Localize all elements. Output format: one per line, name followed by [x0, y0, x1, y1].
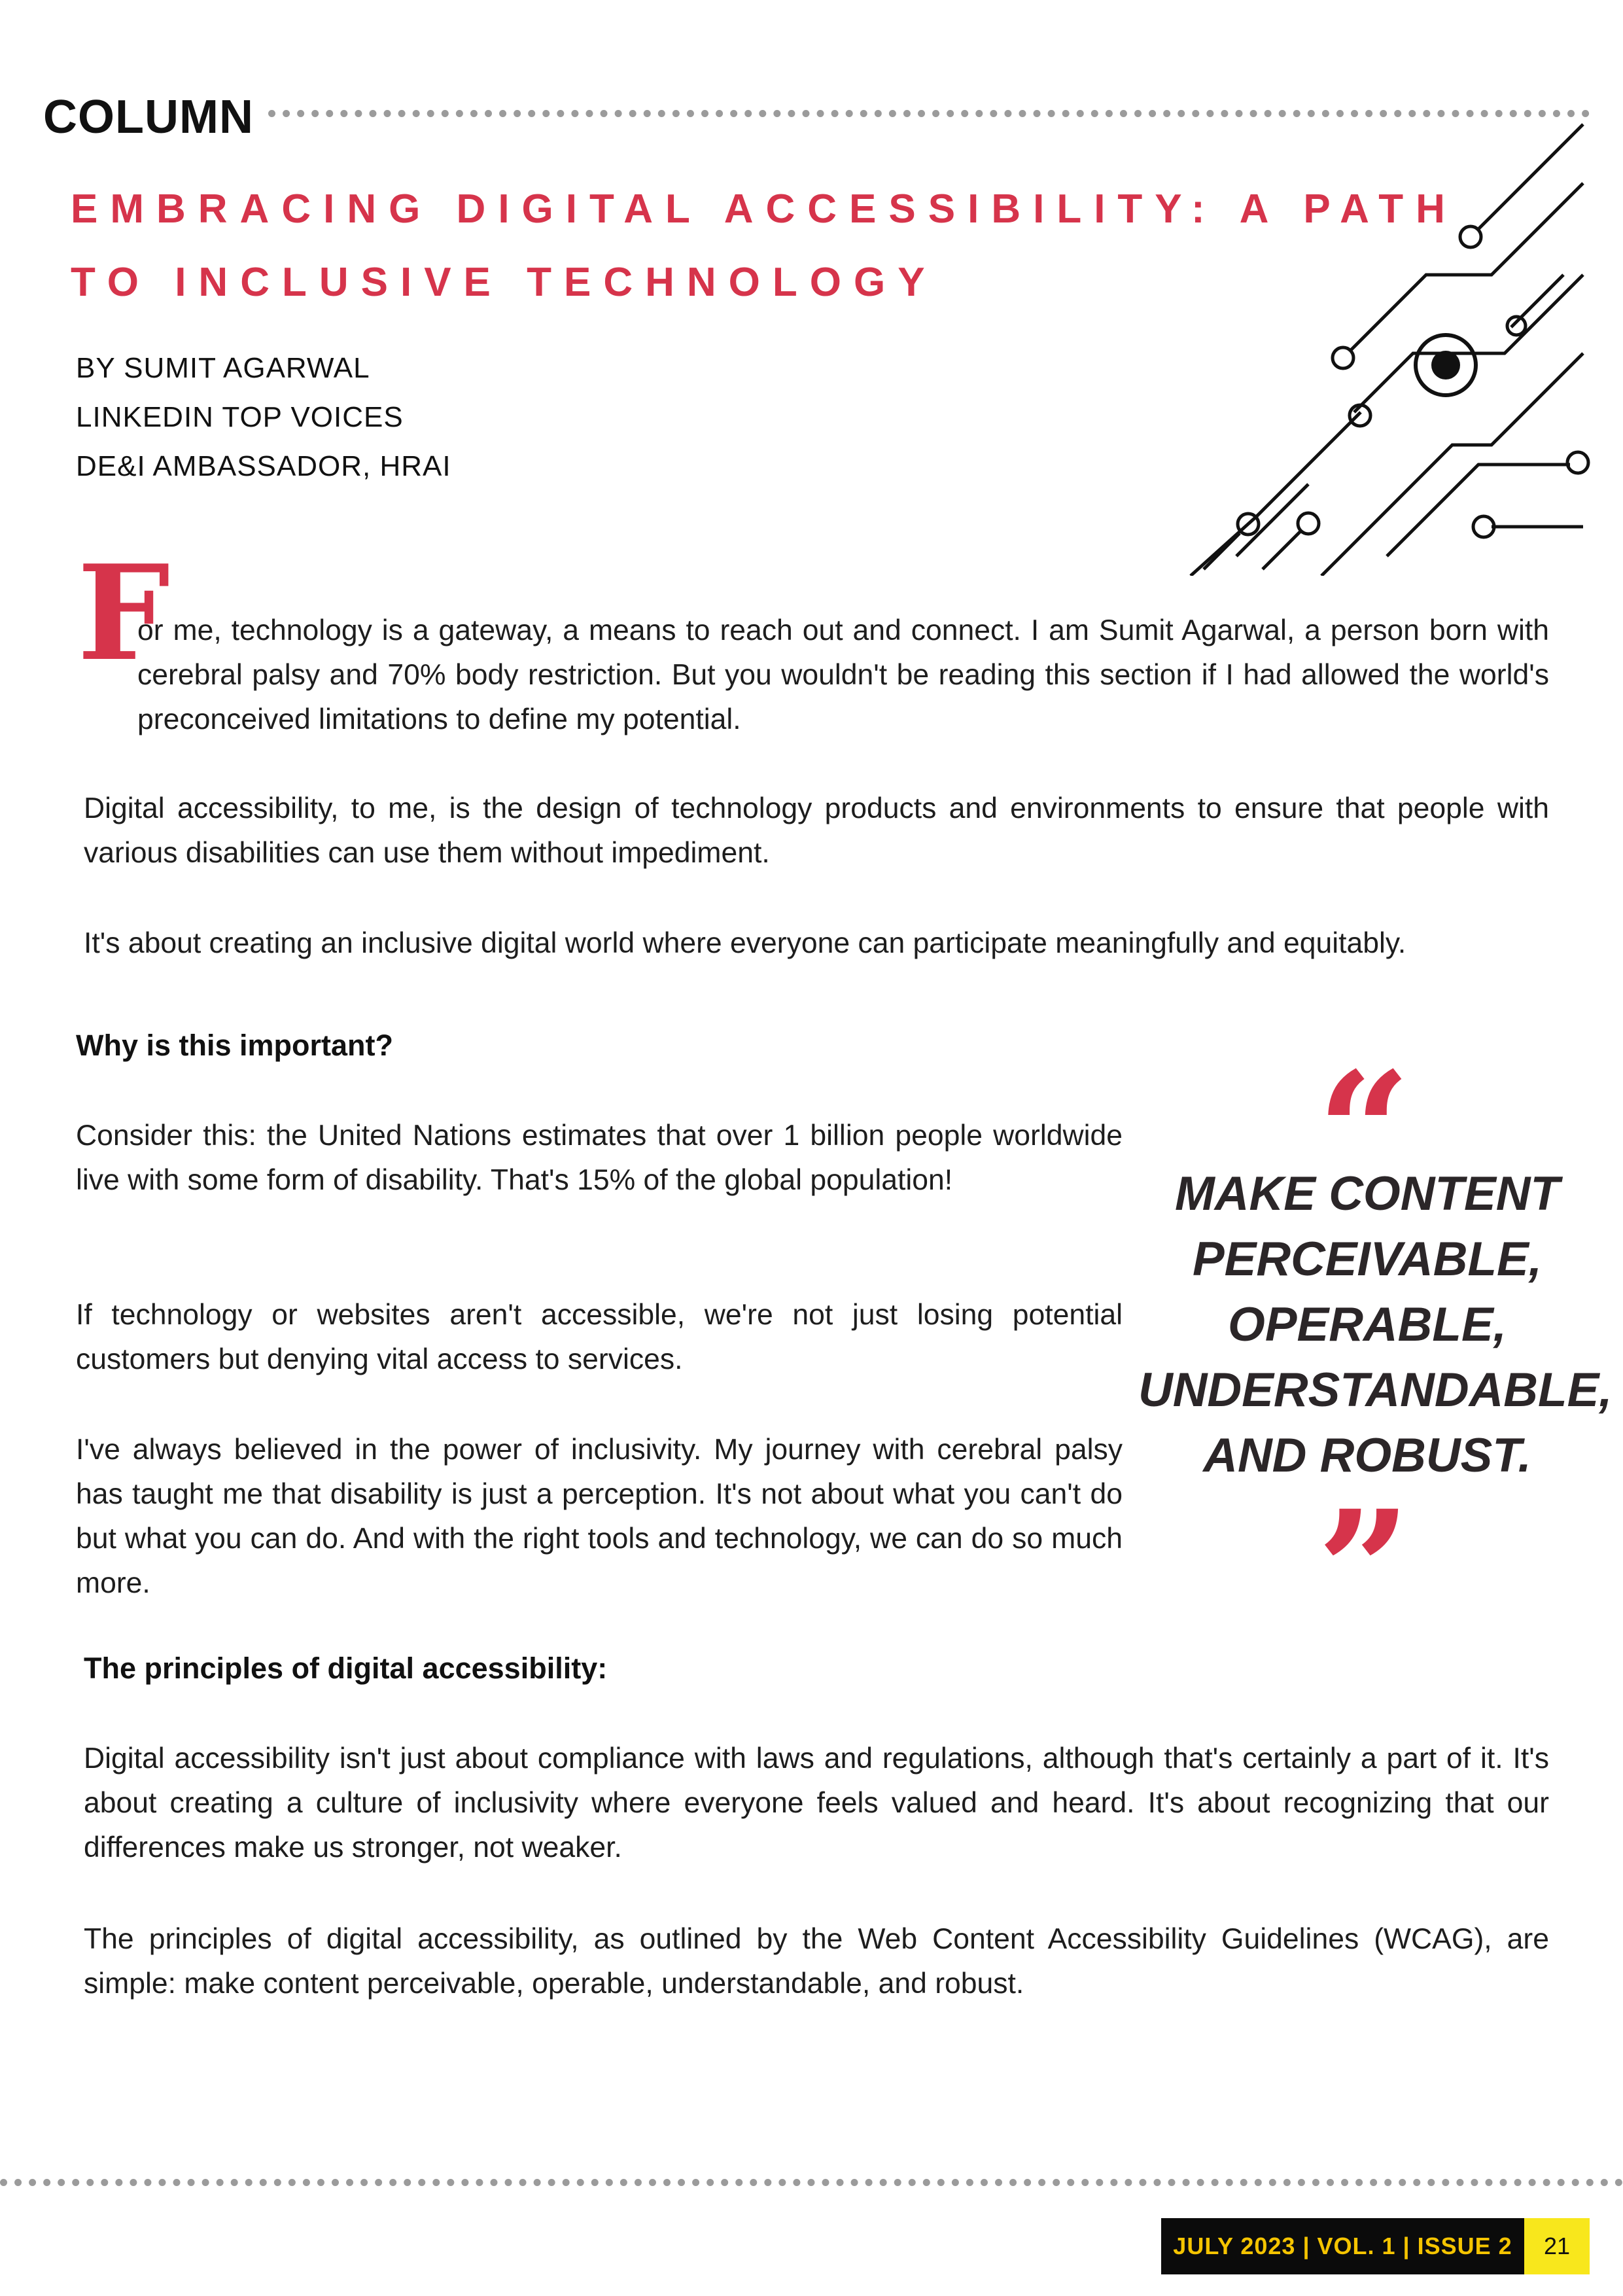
drop-cap: F: [77, 537, 170, 690]
paragraph-losing-customers: If technology or websites aren't accessible, we're not just losing potential customers but denying vital access to services.: [76, 1299, 1123, 1375]
heading-why-important: Why is this important?: [76, 1029, 394, 1062]
intro-paragraph-line-1: [137, 609, 1549, 742]
footer-issue-label: JULY 2023 | VOL. 1 | ISSUE 2: [1161, 2218, 1524, 2274]
circuit-lines-icon: [1112, 118, 1596, 576]
top-dotted-divider: [268, 110, 1590, 117]
byline-role-1: LINKEDIN TOP VOICES: [76, 401, 404, 433]
paragraph-wcag: The principles of digital accessibility, as outlined by the Web Content Accessibility Guidelines (WCAG), are simple: make content perceivable, operable, understandable, and robust.: [84, 1923, 1549, 2000]
paragraph-inclusive-world: It's about creating an inclusive digital world where everyone can participate meaningfully and equitably.: [84, 927, 1406, 959]
heading-principles: The principles of digital accessibility:: [84, 1651, 608, 1685]
close-quote-icon: ”: [1317, 1474, 1411, 1667]
paragraph-un-estimates: Consider this: the United Nations estimates that over 1 billion people worldwide live with some form of disability. That's 15% of the global population!: [76, 1120, 1123, 1196]
byline-author: BY SUMIT AGARWAL: [76, 352, 370, 384]
article-title-line-2: TO INCLUSIVE TECHNOLOGY: [71, 260, 937, 305]
footer-page-number: 21: [1524, 2218, 1590, 2274]
pull-quote: MAKE CONTENT PERCEIVABLE, OPERABLE, UNDERSTANDABLE, AND ROBUST.: [1138, 1167, 1613, 1482]
bottom-dotted-divider: [0, 2179, 1623, 2186]
paragraph-compliance: Digital accessibility isn't just about compliance with laws and regulations, although that's certainly a part of it. It's about creating a culture of inclusivity where everyone feels valued and heard. It's about recognizing that our differences make us stronger, not weaker.: [84, 1742, 1549, 1863]
intro-paragraph: or me, technology is a gateway, a means to reach out and connect. I am Sumit Agarwal, a person born with cerebral palsy and 70% body restriction. But you wouldn't be reading this section if I had allowed the world's preconceived limitations to define my potential.: [137, 614, 1549, 735]
paragraph-inclusivity-journey: I've always believed in the power of inclusivity. My journey with cerebral palsy has taught me that disability is just a perception. It's not about what you can't do but what you can do. And with the right tools and technology, we can do so much more.: [76, 1434, 1123, 1599]
open-quote-icon: “: [1317, 1036, 1411, 1228]
article-title-line-1: EMBRACING DIGITAL ACCESSIBILITY: A PATH: [71, 186, 1457, 232]
byline-role-2: DE&I AMBASSADOR, HRAI: [76, 450, 451, 482]
section-label: COLUMN: [43, 91, 254, 143]
paragraph-definition: Digital accessibility, to me, is the design of technology products and environments to ensure that people with various disabilities can use them without impediment.: [84, 792, 1549, 869]
